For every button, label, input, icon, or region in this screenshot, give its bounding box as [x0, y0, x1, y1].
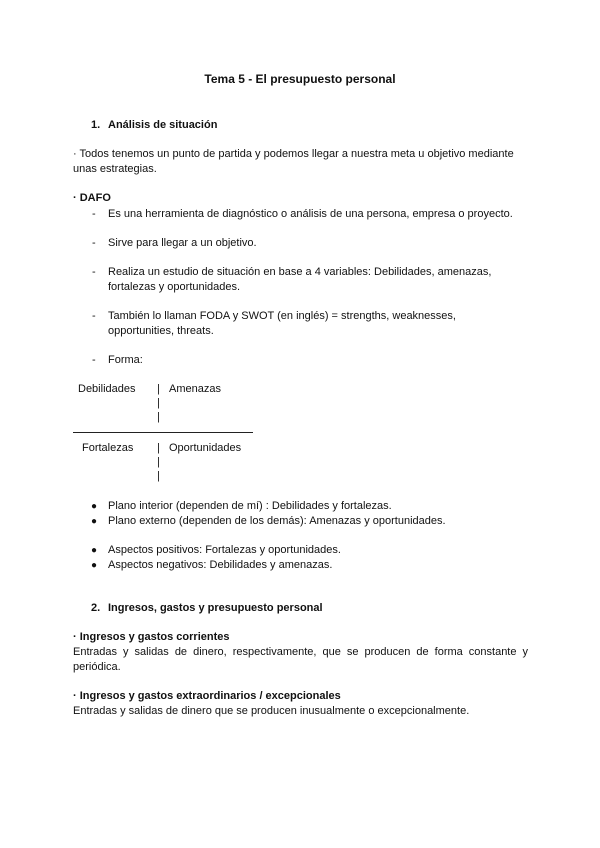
section2-heading: Ingresos, gastos y presupuesto personal — [108, 602, 323, 614]
grid-oportunidades: Oportunidades — [169, 442, 242, 454]
grid-separator: | — [157, 470, 160, 482]
bullet-aspectos-positivos: Aspectos positivos: Fortalezas y oportunidades. — [108, 544, 341, 556]
dafo-item-5: Forma: — [108, 354, 143, 366]
document-title: Tema 5 - El presupuesto personal — [204, 72, 396, 86]
bullet-marker: ● — [91, 516, 98, 527]
dafo-heading: · DAFO — [73, 192, 111, 204]
intro-line-1: · Todos tenemos un punto de partida y podemos llegar a nuestra meta u objetivo mediante — [73, 148, 514, 160]
section1-heading: Análisis de situación — [108, 119, 218, 131]
dash-marker: - — [92, 237, 96, 249]
section2-number: 2. — [91, 602, 101, 614]
grid-separator: | — [157, 411, 160, 423]
bullet-plano-interior: Plano interior (dependen de mí) : Debilidades y fortalezas. — [108, 500, 392, 512]
dash-marker: - — [92, 310, 96, 322]
sub2-text: Entradas y salidas de dinero que se producen inusualmente o excepcionalmente. — [73, 705, 470, 717]
dafo-item-1: Es una herramienta de diagnóstico o análisis de una persona, empresa o proyecto. — [108, 208, 513, 220]
grid-divider-line — [73, 432, 253, 433]
dafo-item-4-line-1: También lo llaman FODA y SWOT (en inglés) = strengths, weaknesses, — [108, 310, 456, 322]
grid-amenazas: Amenazas — [169, 383, 221, 395]
dash-marker: - — [92, 266, 96, 278]
grid-separator: | — [157, 397, 160, 409]
bullet-marker: ● — [91, 560, 98, 571]
sub1-text: Entradas y salidas de dinero, respectivamente, que se producen de forma constante y periódica. — [73, 646, 528, 673]
section1-number: 1. — [91, 119, 101, 131]
sub1-heading: · Ingresos y gastos corrientes — [73, 631, 230, 643]
bullet-aspectos-negativos: Aspectos negativos: Debilidades y amenazas. — [108, 559, 333, 571]
dafo-item-4-line-2: opportunities, threats. — [108, 325, 214, 337]
grid-separator: | — [157, 383, 160, 395]
dafo-item-3-line-2: fortalezas y oportunidades. — [108, 281, 241, 293]
dash-marker: - — [92, 208, 96, 220]
sub2-heading: · Ingresos y gastos extraordinarios / excepcionales — [73, 690, 341, 702]
grid-separator: | — [157, 456, 160, 468]
bullet-marker: ● — [91, 501, 98, 512]
grid-fortalezas: Fortalezas — [82, 442, 134, 454]
dafo-item-2: Sirve para llegar a un objetivo. — [108, 237, 257, 249]
intro-line-2: unas estrategias. — [73, 163, 157, 175]
dafo-item-3-line-1: Realiza un estudio de situación en base a 4 variables: Debilidades, amenazas, — [108, 266, 492, 278]
grid-separator: | — [157, 442, 160, 454]
bullet-marker: ● — [91, 545, 98, 556]
dash-marker: - — [92, 354, 96, 366]
grid-debilidades: Debilidades — [78, 383, 136, 395]
bullet-plano-externo: Plano externo (dependen de los demás): Amenazas y oportunidades. — [108, 515, 446, 527]
